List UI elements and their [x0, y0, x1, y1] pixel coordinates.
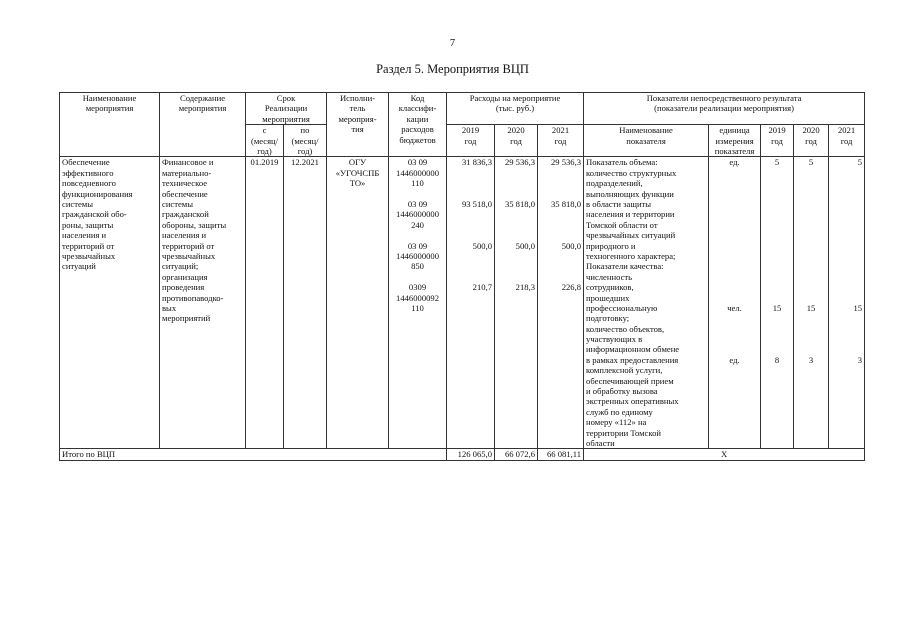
cell-line: чрезвычайных ситуаций [586, 230, 676, 241]
cell-line: повседневного [62, 178, 116, 189]
cell-line [763, 344, 791, 354]
cell-line: подразделений, [586, 178, 643, 189]
cell-line: материально- [162, 167, 212, 178]
cell-line [711, 293, 758, 303]
cell-line: комплексной услуги, [586, 365, 663, 376]
cell-line [497, 272, 535, 282]
cell-line: 240 [411, 219, 424, 230]
cell-line: 35 818,0 [550, 199, 582, 209]
cell-line [763, 261, 791, 271]
cell-line [763, 251, 791, 261]
cell-line: подготовку; [586, 313, 630, 324]
cell-line: 110 [411, 302, 424, 313]
cell-line: обеспечение [162, 188, 208, 199]
cell-line: служб по единому [586, 406, 653, 417]
cell-line [831, 261, 862, 271]
header-content: Содержание мероприятия [160, 93, 246, 157]
cell-line [763, 230, 791, 240]
indicator-2021 [829, 157, 865, 449]
cell-line: техническое [162, 178, 208, 189]
cell-line [711, 334, 758, 344]
cell-line [497, 168, 535, 178]
cell-line: населения и [62, 230, 107, 241]
total-2019: 126 065,0 [447, 449, 495, 460]
cell-line: территории Томской [586, 427, 661, 438]
cell-line: количество объектов, [586, 323, 665, 334]
cell-line: 1446000092 [396, 292, 439, 303]
header-expenses: Расходы на мероприятие (тыс. руб.) [447, 93, 584, 125]
cell-line [449, 251, 492, 261]
cell-line [796, 282, 826, 292]
cell-line: 31 836,3 [461, 157, 493, 168]
cell-line [796, 178, 826, 188]
cell-line: 29 536,3 [504, 157, 536, 168]
cell-line [391, 272, 444, 282]
cell-line [831, 189, 862, 199]
header-term-to: по (месяц/ год) [284, 125, 327, 157]
cell-line: обороны, защиты [162, 219, 227, 230]
cell-line [763, 220, 791, 230]
cell-line: системы [62, 199, 94, 209]
cell-line: экстренных оперативных [586, 396, 679, 407]
cell-line [796, 241, 826, 251]
cell-line [497, 261, 535, 271]
cell-line [449, 272, 492, 282]
section-title: Раздел 5. Мероприятия ВЦП [376, 62, 529, 76]
total-indicator-mark: X [584, 449, 865, 460]
cell-line [831, 334, 862, 344]
header-ind-unit: единица измерения показателя [709, 125, 761, 157]
cell-line [497, 251, 535, 261]
cell-line: 226,8 [561, 282, 582, 293]
cell-line [711, 178, 758, 188]
cell-line: 29 536,3 [550, 157, 582, 168]
cell-line [831, 251, 862, 261]
cell-line [831, 282, 862, 292]
cell-line: номеру «112» на [586, 417, 647, 428]
cell-line: ситуаций; [162, 261, 199, 272]
cell-line: 3 [808, 354, 814, 365]
cell-line [831, 199, 862, 209]
cell-line [449, 261, 492, 271]
cell-line [796, 313, 826, 323]
header-row-1 [60, 93, 865, 125]
cell-line: 500,0 [472, 240, 493, 251]
cell-line: 218,3 [515, 282, 536, 293]
cell-line: Показатель объема: [586, 157, 658, 168]
cell-line: 03 09 [407, 199, 428, 209]
cell-line: чрезвычайных [162, 250, 216, 261]
cell-line [763, 293, 791, 303]
header-code: Код классифи- кации расходов бюджетов [389, 93, 447, 157]
cell-line [796, 272, 826, 282]
cell-line: в рамках предоставления [586, 354, 679, 365]
cell-line: ед. [729, 354, 740, 365]
cell-line: 5 [774, 157, 780, 168]
cell-line [540, 272, 581, 282]
cell-line [711, 282, 758, 292]
cell-line [391, 189, 444, 199]
cell-line [449, 209, 492, 219]
cell-line: прошедших [586, 292, 630, 303]
measures-table [59, 92, 865, 461]
cell-line [540, 209, 581, 219]
cell-line: 1446000000 [396, 250, 439, 261]
cell-line [831, 178, 862, 188]
cell-line: вых [162, 302, 177, 313]
indicator-names [584, 157, 709, 449]
cell-line [449, 189, 492, 199]
expense-2019 [447, 157, 495, 449]
cell-line [763, 313, 791, 323]
cell-line: участвующих в [586, 334, 643, 345]
cell-line: проведения [162, 282, 205, 293]
cell-line [796, 209, 826, 219]
cell-line [796, 334, 826, 344]
cell-line [763, 272, 791, 282]
total-row [60, 449, 865, 460]
cell-line [831, 293, 862, 303]
indicator-2019 [761, 157, 794, 449]
cell-line [711, 189, 758, 199]
total-2021: 66 081,11 [538, 449, 584, 460]
cell-line: и обработку вызова [586, 386, 658, 397]
cell-line: 35 818,0 [504, 199, 536, 209]
cell-line [449, 168, 492, 178]
cell-line: 15 [806, 302, 816, 313]
cell-line: ед. [729, 157, 740, 168]
header-executor: Исполни- тель мероприя- тия [327, 93, 389, 157]
cell-line: системы [162, 199, 194, 209]
table-row [60, 157, 865, 449]
term-from: 01.2019 [246, 157, 284, 449]
cell-line: 500,0 [561, 240, 582, 251]
cell-line [540, 251, 581, 261]
cell-line [796, 344, 826, 354]
cell-line: 5 [808, 157, 814, 168]
cell-line [497, 220, 535, 230]
header-term: Срок Реализации мероприятия [246, 93, 327, 125]
cell-line [497, 209, 535, 219]
cell-line: области [586, 437, 615, 448]
cell-line [796, 199, 826, 209]
cell-line: техногенного характера; [586, 250, 676, 261]
cell-line [711, 344, 758, 354]
cell-line: 93 518,0 [461, 199, 493, 209]
cell-line: 15 [772, 302, 782, 313]
cell-line [540, 220, 581, 230]
cell-line [449, 220, 492, 230]
cell-line [831, 272, 862, 282]
cell-line [711, 261, 758, 271]
cell-line [449, 230, 492, 240]
cell-line: 03 09 [407, 240, 428, 251]
cell-line [540, 261, 581, 271]
expense-2020 [495, 157, 538, 449]
cell-line: роны, защиты [62, 219, 114, 230]
cell-line [763, 282, 791, 292]
cell-line: чел. [727, 302, 742, 313]
cell-line [763, 324, 791, 334]
cell-line [763, 168, 791, 178]
cell-line: функционирования [62, 188, 133, 199]
cell-line: Финансовое и [162, 157, 214, 168]
cell-line [763, 241, 791, 251]
cell-line: Томской области от [586, 219, 658, 230]
cell-line [831, 230, 862, 240]
cell-line [449, 178, 492, 188]
cell-line: территорий от [162, 240, 215, 251]
header-name: Наименование мероприятия [60, 93, 160, 157]
cell-line: организация [162, 271, 208, 282]
cell-line [796, 168, 826, 178]
indicator-2020 [794, 157, 829, 449]
cell-line: эффективного [62, 167, 114, 178]
cell-line: 8 [774, 354, 780, 365]
cell-line [763, 199, 791, 209]
cell-line: численность [586, 271, 633, 282]
cell-line [831, 220, 862, 230]
cell-line [831, 168, 862, 178]
cell-line [540, 178, 581, 188]
cell-line: чрезвычайных [62, 250, 116, 261]
cell-line [497, 230, 535, 240]
cell-line: Обеспечение [62, 157, 110, 168]
indicator-units [709, 157, 761, 449]
cell-line: количество структурных [586, 167, 677, 178]
header-ind-name: Наименование показателя [584, 125, 709, 157]
cell-line [540, 230, 581, 240]
cell-line [831, 241, 862, 251]
cell-line: 15 [853, 302, 863, 313]
cell-line [711, 324, 758, 334]
cell-line [711, 209, 758, 219]
executor [327, 157, 389, 449]
cell-line [711, 241, 758, 251]
cell-line [763, 189, 791, 199]
cell-line [831, 209, 862, 219]
cell-line: Показатели качества: [586, 261, 664, 272]
cell-line [711, 199, 758, 209]
cell-line: территорий от [62, 240, 115, 251]
cell-line [796, 293, 826, 303]
cell-line: населения и [162, 230, 207, 241]
cell-line [796, 189, 826, 199]
cell-line: 850 [411, 261, 424, 272]
cell-line: 1446000000 [396, 209, 439, 220]
cell-line [391, 230, 444, 240]
cell-line: 0309 [408, 282, 427, 293]
cell-line [711, 313, 758, 323]
cell-line: мероприятий [162, 313, 211, 324]
term-to: 12.2021 [284, 157, 327, 449]
page-number: 7 [449, 38, 456, 49]
cell-line [831, 324, 862, 334]
cell-line: населения и территории [586, 209, 675, 220]
cell-line [763, 178, 791, 188]
measure-name [60, 157, 160, 449]
cell-line: выполняющих функции [586, 188, 674, 199]
total-2020: 66 072,6 [495, 449, 538, 460]
cell-line [831, 313, 862, 323]
cell-line: обеспечивающей прием [586, 375, 674, 386]
cell-line [796, 261, 826, 271]
cell-line [796, 251, 826, 261]
header-term-from: с (месяц/ год) [246, 125, 284, 157]
header-ind-2021: 2021 год [829, 125, 865, 157]
cell-line [540, 189, 581, 199]
header-exp-2020: 2020 год [495, 125, 538, 157]
header-indicators: Показатели непосредственного результата (показатели реализации мероприятия) [584, 93, 865, 125]
cell-line: противопаводко- [162, 292, 224, 303]
cell-line: гражданской обо- [62, 209, 127, 220]
cell-line [497, 189, 535, 199]
expense-2021 [538, 157, 584, 449]
measure-content [160, 157, 246, 449]
cell-line: 500,0 [515, 240, 536, 251]
cell-line: ТО» [349, 178, 366, 189]
cell-line: сотрудников, [586, 282, 634, 293]
header-ind-2019: 2019 год [761, 125, 794, 157]
cell-line [711, 272, 758, 282]
cell-line: 3 [857, 354, 863, 365]
cell-line: в области защиты [586, 199, 652, 209]
total-label: Итого по ВЦП [60, 449, 447, 460]
cell-line [763, 209, 791, 219]
header-exp-2021: 2021 год [538, 125, 584, 157]
cell-line [711, 168, 758, 178]
cell-line [796, 220, 826, 230]
cell-line [711, 251, 758, 261]
cell-line: ОГУ [348, 157, 367, 168]
cell-line [540, 168, 581, 178]
cell-line: 110 [411, 178, 424, 189]
cell-line: 5 [857, 157, 863, 168]
cell-line: «УГОЧСПБ [335, 167, 380, 178]
cell-line: профессиональную [586, 302, 658, 313]
cell-line: информационном обмене [586, 344, 680, 355]
cell-line: 210,7 [472, 282, 493, 293]
cell-line: 03 09 [407, 157, 428, 168]
cell-line [796, 230, 826, 240]
cell-line: 1446000000 [396, 167, 439, 178]
cell-line [497, 178, 535, 188]
cell-line [763, 334, 791, 344]
cell-line: ситуаций [62, 261, 96, 272]
cell-line [711, 220, 758, 230]
budget-codes [389, 157, 447, 449]
header-exp-2019: 2019 год [447, 125, 495, 157]
cell-line [831, 344, 862, 354]
cell-line: гражданской [162, 209, 209, 220]
cell-line [796, 324, 826, 334]
header-ind-2020: 2020 год [794, 125, 829, 157]
cell-line [711, 230, 758, 240]
cell-line: природного и [586, 240, 636, 251]
